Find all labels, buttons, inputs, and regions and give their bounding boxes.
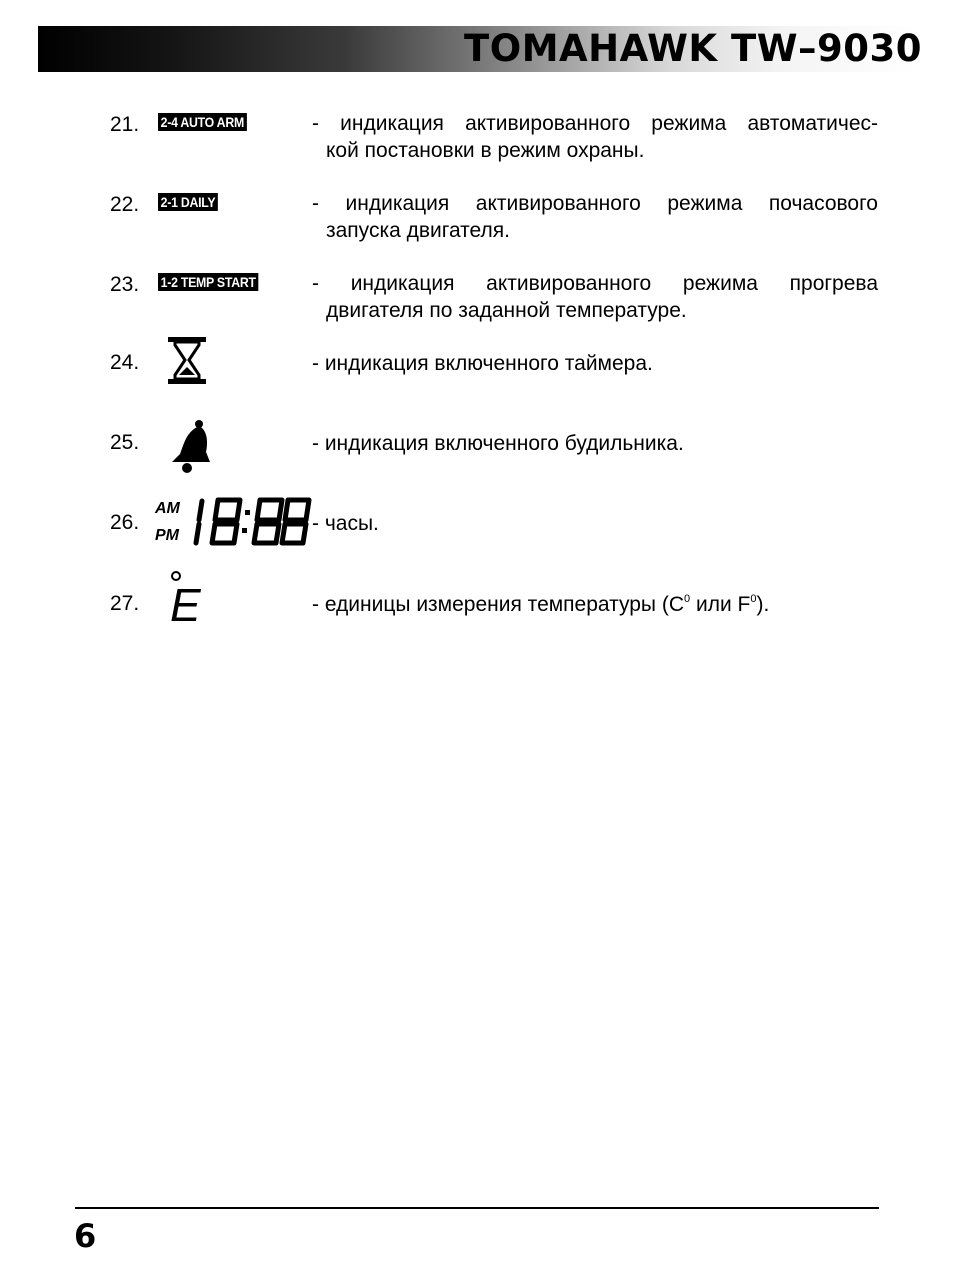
description-line-2: двигателя по заданной температуре. bbox=[326, 299, 687, 322]
bell-icon bbox=[166, 418, 212, 476]
item-description bbox=[312, 591, 878, 618]
description-line-1: - индикация активированного режима почасового bbox=[312, 192, 878, 215]
item-number: 24. bbox=[110, 351, 140, 374]
list-item-26 bbox=[0, 496, 954, 566]
list-item-25 bbox=[0, 416, 954, 486]
hourglass-icon bbox=[166, 336, 208, 386]
item-number: 22. bbox=[110, 193, 140, 216]
am-indicator: AM bbox=[155, 500, 180, 517]
item-number: 27. bbox=[110, 592, 140, 615]
description-text: - единицы измерения температуры (C bbox=[312, 593, 685, 616]
item-number: 25. bbox=[110, 431, 140, 454]
description-line-1: - индикация активированного режима автоматичес- bbox=[312, 112, 878, 135]
temperature-unit-symbol: E bbox=[170, 579, 201, 631]
superscript: 0 bbox=[750, 593, 757, 605]
description-text: ). bbox=[756, 593, 770, 616]
item-description bbox=[312, 430, 878, 457]
item-description bbox=[312, 190, 878, 244]
footer-rule bbox=[75, 1207, 879, 1209]
temp-start-badge: 1-2 TEMP START bbox=[158, 273, 258, 291]
list-item-24 bbox=[0, 336, 954, 406]
description-line-1: - часы. bbox=[312, 512, 379, 535]
page-number: 6 bbox=[74, 1217, 97, 1255]
list-item-22 bbox=[0, 190, 954, 260]
description-line-1: - индикация включенного будильника. bbox=[312, 432, 684, 455]
description-text: или F bbox=[690, 593, 751, 616]
document-title: TOMAHAWK TW–9030 bbox=[464, 27, 922, 70]
description-line-2: запуска двигателя. bbox=[326, 219, 510, 242]
description-line-1: - индикация активированного режима прогрева bbox=[312, 272, 878, 295]
item-number: 23. bbox=[110, 273, 140, 296]
item-description bbox=[312, 510, 878, 537]
description-line-1 bbox=[312, 591, 878, 618]
item-description bbox=[312, 110, 878, 164]
item-number: 21. bbox=[110, 113, 140, 136]
pm-indicator: PM bbox=[155, 527, 179, 544]
item-description bbox=[312, 270, 878, 324]
list-item-23 bbox=[0, 270, 954, 340]
description-line-1: - индикация включенного таймера. bbox=[312, 352, 653, 375]
list-item-27 bbox=[0, 570, 954, 640]
auto-arm-badge: 2-4 AUTO ARM bbox=[158, 113, 247, 131]
superscript: 0 bbox=[684, 593, 691, 605]
item-description bbox=[312, 350, 878, 377]
list-item-21 bbox=[0, 110, 954, 180]
daily-badge: 2-1 DAILY bbox=[158, 193, 218, 211]
description-line-2: кой постановки в режим охраны. bbox=[326, 139, 645, 162]
clock-display-icon bbox=[188, 496, 312, 548]
item-number: 26. bbox=[110, 511, 140, 534]
